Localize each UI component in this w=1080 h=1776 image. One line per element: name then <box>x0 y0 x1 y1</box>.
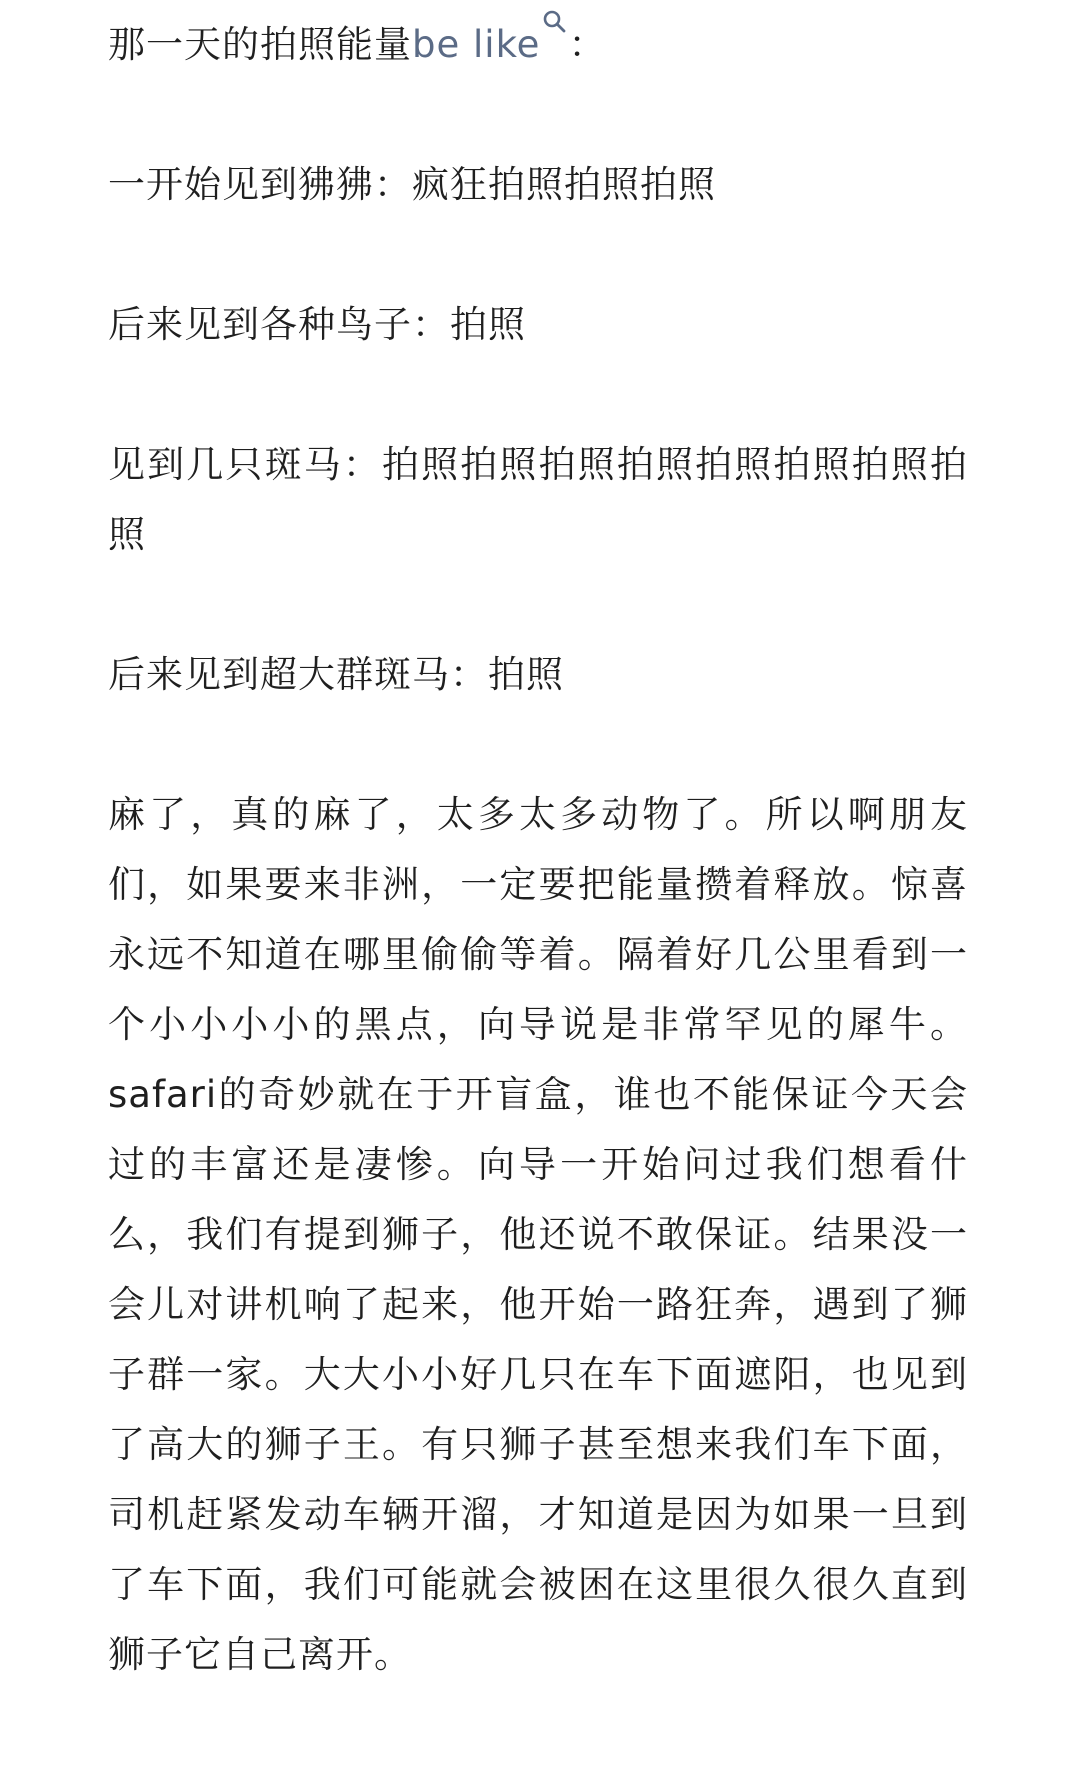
paragraph-baboons: 一开始见到狒狒：疯狂拍照拍照拍照 <box>108 163 716 206</box>
search-keyword-text[interactable]: be like <box>412 23 541 66</box>
paragraph-gap <box>108 570 968 640</box>
post-title-line <box>108 10 968 80</box>
title-prefix: 那一天的拍照能量 <box>108 23 412 66</box>
paragraph-birds: 后来见到各种鸟子：拍照 <box>108 303 526 346</box>
paragraph-gap <box>108 360 968 430</box>
paragraph-zebra-herd: 后来见到超大群斑马：拍照 <box>108 653 564 696</box>
post-body <box>108 10 968 1690</box>
paragraph-gap <box>108 80 968 150</box>
paragraph-story: 麻了，真的麻了，太多太多动物了。所以啊朋友们，如果要来非洲，一定要把能量攒着释放。惊喜永远不知道在哪里偷偷等着。隔着好几公里看到一个小小小小的黑点，向导说是非常罕见的犀牛。safari的奇妙就在于开盲盒，谁也不能保证今天会过的丰富还是凄惨。向导一开始问过我们想看什么，我们有提到狮子，他还说不敢保证。结果没一会儿对讲机响了起来，他开始一路狂奔，遇到了狮子群一家。大大小小好几只在车下面遮阳，也见到了高大的狮子王。有只狮子甚至想来我们车下面，司机赶紧发动车辆开溜，才知道是因为如果一旦到了车下面，我们可能就会被困在这里很久很久直到狮子它自己离开。 <box>108 793 968 1676</box>
title-suffix: ： <box>568 23 607 66</box>
search-icon[interactable] <box>542 8 568 38</box>
paragraph-zebras: 见到几只斑马：拍照拍照拍照拍照拍照拍照拍照拍照 <box>108 443 968 556</box>
paragraph-gap <box>108 710 968 780</box>
search-keyword-link[interactable] <box>412 23 568 66</box>
paragraph-gap <box>108 220 968 290</box>
